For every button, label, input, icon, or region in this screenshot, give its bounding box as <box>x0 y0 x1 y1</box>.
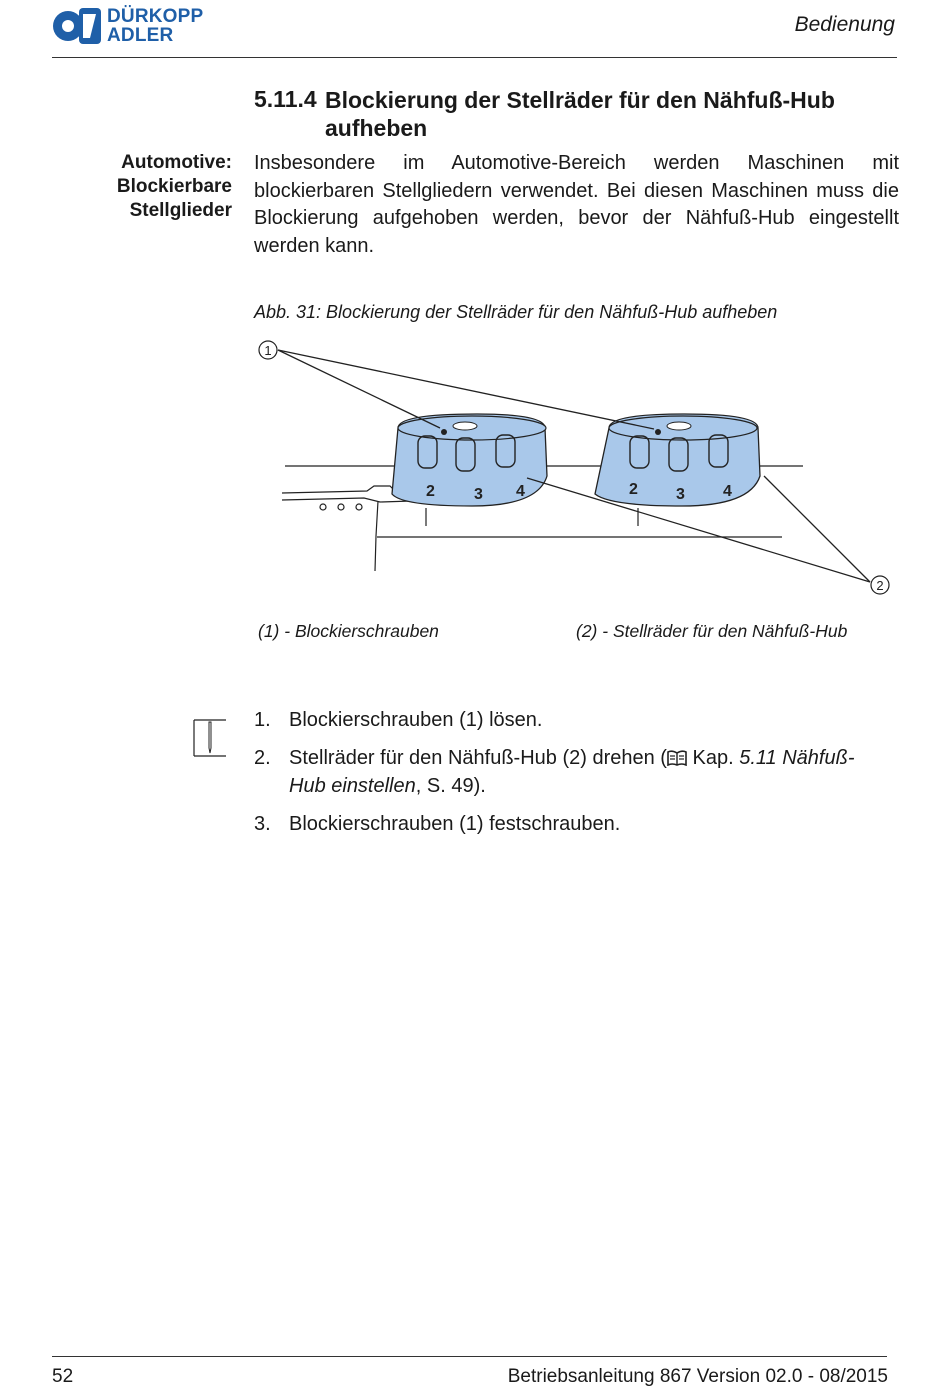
blocking-screw-right <box>655 429 661 435</box>
step-text-main: Stellräder für den Nähfuß-Hub (2) drehen ( <box>289 747 667 769</box>
header-divider <box>52 57 897 58</box>
callout-2 <box>871 576 889 594</box>
dial-left <box>392 414 547 506</box>
step-number: 3. <box>254 813 271 835</box>
dial-left-mark: 3 <box>474 486 483 503</box>
dial-right <box>595 414 760 506</box>
section-title: Blockierung der Stellräder für den Nähfuß-Hub aufheben <box>325 87 835 141</box>
callout-1-label: 1 <box>264 343 272 358</box>
cross-ref-suffix: , S. 49). <box>415 774 486 797</box>
dial-figure <box>252 336 897 606</box>
step-text: Blockierschrauben (1) festschrauben. <box>289 813 621 835</box>
needle-instruction-icon <box>192 718 228 758</box>
dial-right-mark: 3 <box>676 486 685 503</box>
margin-note <box>52 151 232 223</box>
figure-legend-item: (1) - Blockierschrauben <box>258 621 439 641</box>
figure-legend-item: (2) - Stellräder für den Nähfuß-Hub <box>576 621 848 641</box>
margin-note-line: Stellglieder <box>129 200 232 221</box>
figure-caption: Abb. 31: Blockierung der Stellräder für den Nähfuß-Hub aufheben <box>254 302 778 322</box>
cross-ref-prefix: Kap. <box>686 747 740 769</box>
callout-1 <box>259 341 277 359</box>
footer-divider <box>52 1356 887 1357</box>
brand-logo <box>52 4 232 48</box>
dial-left-mark: 4 <box>516 483 525 500</box>
step-number: 2. <box>254 747 271 769</box>
dial-right-mark: 2 <box>629 481 638 498</box>
step-text <box>289 745 889 800</box>
cross-ref-link[interactable]: 5.11 Nähfuß-Hub einstellen <box>289 747 855 797</box>
callout-2-label: 2 <box>876 578 884 593</box>
logo-line-1: DÜRKOPP <box>107 6 204 27</box>
step-number: 1. <box>254 709 271 731</box>
header-section-title: Bedienung <box>794 13 895 36</box>
footer-document-info: Betriebsanleitung 867 Version 02.0 - 08/2015 <box>507 1366 888 1387</box>
page-number: 52 <box>52 1366 74 1387</box>
dial-left-mark: 2 <box>426 483 435 500</box>
section-number: 5.11.4 <box>254 86 317 112</box>
step-text: Blockierschrauben (1) lösen. <box>289 709 543 731</box>
intro-paragraph: Insbesondere im Automotive-Bereich werden Maschinen mit blockierbaren Stellgliedern verwendet. Bei diesen Maschinen muss die Blockierung aufgehoben werden, bevor der Nähfuß-Hub eingestellt werden kann. <box>254 152 899 257</box>
logo-line-2: ADLER <box>107 25 174 46</box>
blocking-screw-left <box>441 429 447 435</box>
margin-note-line: Automotive: <box>121 152 232 173</box>
logo-mark-icon <box>52 4 104 46</box>
dial-right-mark: 4 <box>723 483 732 500</box>
margin-note-line: Blockierbare <box>116 176 232 197</box>
book-icon <box>667 750 687 766</box>
